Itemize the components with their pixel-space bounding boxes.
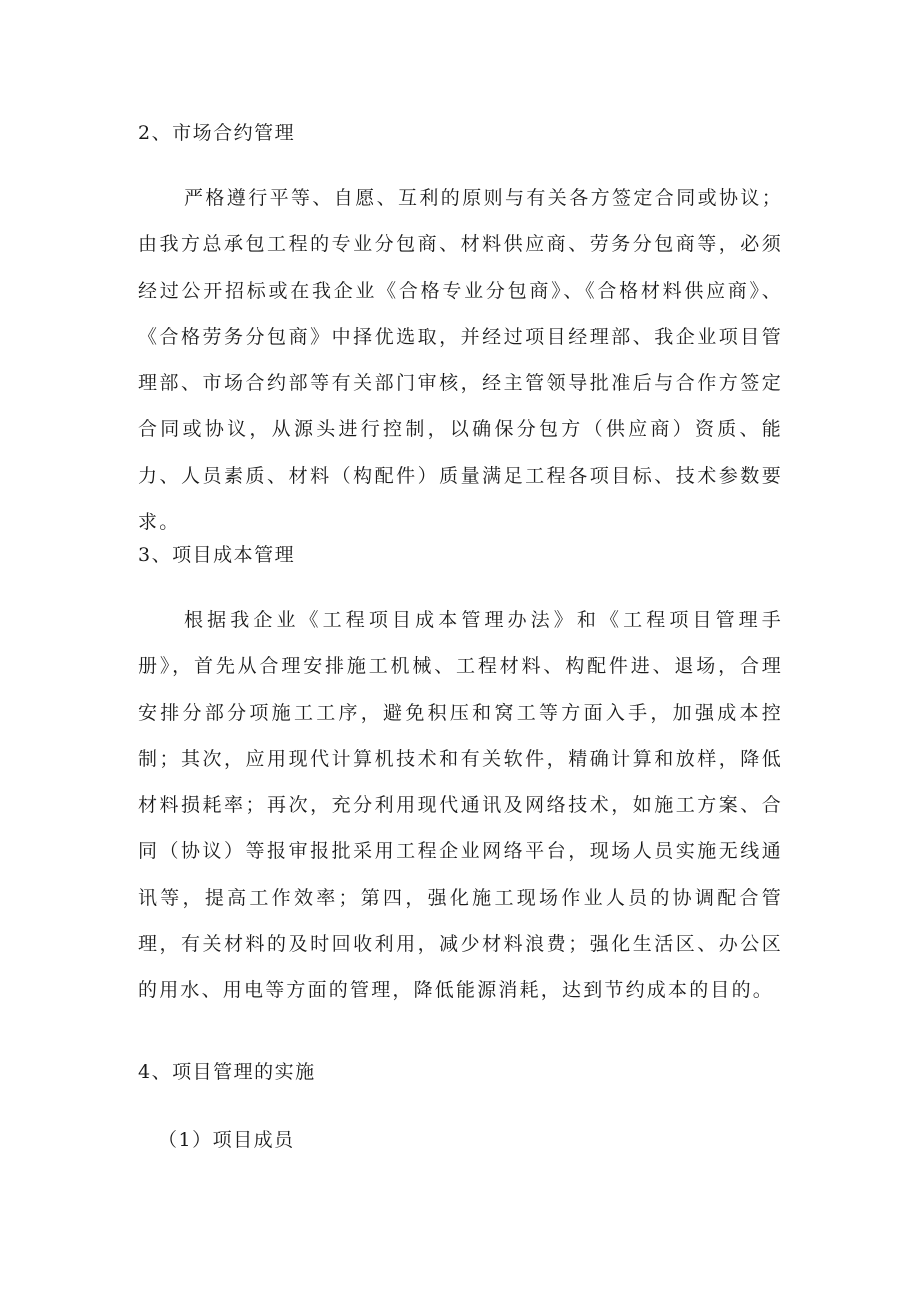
section-heading-project-implementation: 4、项目管理的实施 xyxy=(138,1061,316,1083)
section-paragraph-market-contract: 严格遵行平等、自愿、互利的原则与有关各方签定合同或协议；由我方总承包工程的专业分包商、材料供应商、劳务分包商等，必须经过公开招标或在我企业《合格专业分包商》、《合格材料供应商》、《合格劳务分包商》中择优选取，并经过项目经理部、我企业项目管理部、市场合约部等有关部门审核，经主管领导批准后与合作方签定合同或协议，从源头进行控制，以确保分包方（供应商）资质、能力、人员素质、材料（构配件）质量满足工程各项目标、技术参数要求。 xyxy=(138,187,783,534)
section-heading-project-cost: 3、项目成本管理 xyxy=(138,544,296,566)
section-heading-market-contract: 2、市场合约管理 xyxy=(138,122,296,144)
subsection-heading-project-members: （1）项目成员 xyxy=(158,1129,295,1151)
section-paragraph-project-cost: 根据我企业《工程项目成本管理办法》和《工程项目管理手册》，首先从合理安排施工机械、工程材料、构配件进、退场，合理安排分部分项施工工序，避免积压和窝工等方面入手，加强成本控制；其次，应用现代计算机技术和有关软件，精确计算和放样，降低材料损耗率；再次，充分利用现代通讯及网络技术，如施工方案、合同（协议）等报审报批采用工程企业网络平台，现场人员实施无线通讯等，提高工作效率；第四，强化施工现场作业人员的协调配合管理，有关材料的及时回收利用，减少材料浪费；强化生活区、办公区的用水、用电等方面的管理，降低能源消耗，达到节约成本的目的。 xyxy=(138,609,783,1002)
